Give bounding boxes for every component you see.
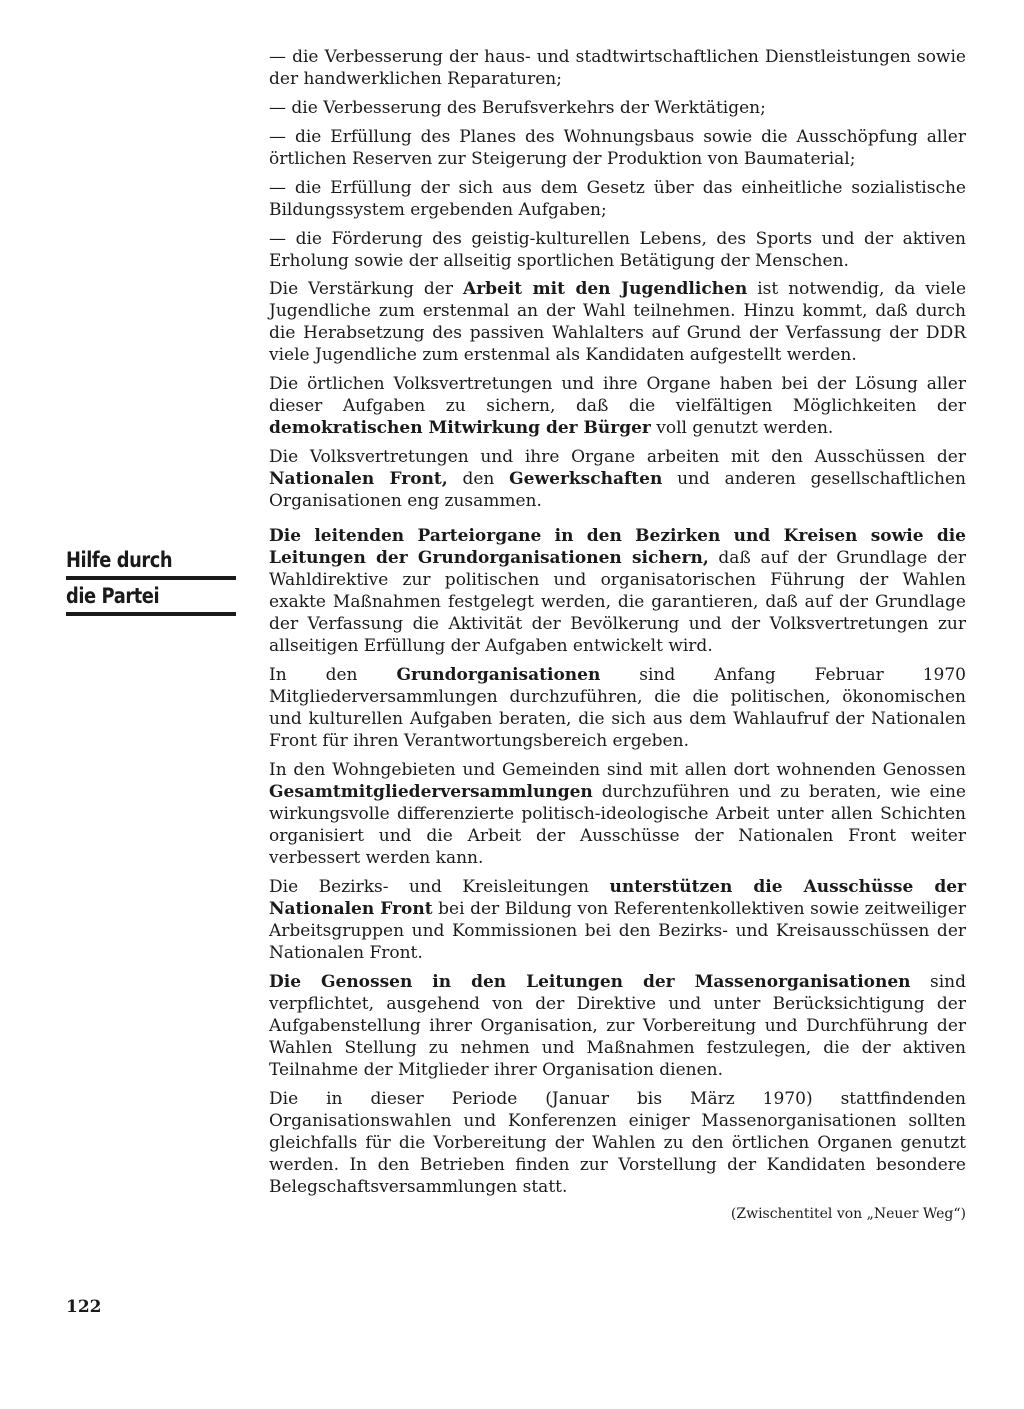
paragraph-party-organs <box>269 525 966 657</box>
text-run: Die Bezirks- und Kreisleitungen <box>269 877 610 897</box>
bullet-item: — die Erfüllung des Planes des Wohnungsbaus sowie die Ausschöpfung aller örtlichen Reserven zur Steigerung der Produktion von Baumaterial; <box>269 127 966 169</box>
text-run: Die Verstärkung der <box>269 279 463 299</box>
paragraph-youth <box>269 278 966 366</box>
sidebar-heading-line-1: Hilfe durch <box>66 548 173 572</box>
bullet-item: — die Förderung des geistig-kulturellen Lebens, des Sports und der aktiven Erholung sowie der allseitig sportlichen Betätigung der Menschen. <box>269 229 966 271</box>
paragraph-district-leadership <box>269 876 966 964</box>
paragraph-organization-elections: Die in dieser Periode (Januar bis März 1970) stattfindenden Organisationswahlen und Konferenzen einiger Massenorganisationen sollten gleichfalls für die Vorbereitung der Wahlen zu den örtlichen Organen genutzt werden. In den Betrieben finden zur Vorstellung der Kandidaten besondere Belegschaftsversammlungen statt. <box>269 1089 966 1197</box>
text-run: sind Anfang Februar 1970 Mitgliederversammlungen durchzuführen, die die politischen, ökonomischen und kulturellen Aufgaben beraten, die sich aus dem Wahlaufruf der Nationalen Front für ihren Verantwortungsbereich ergeben. <box>269 665 966 751</box>
bullet-item: — die Verbesserung des Berufsverkehrs der Werktätigen; <box>269 98 766 118</box>
text-run: bei der Bildung von Referentenkollektiven sowie zeitweiliger Arbeitsgruppen und Kommissionen bei den Bezirks- und Kreisausschüssen der Nationalen Front. <box>269 899 966 963</box>
heading-rule <box>66 612 236 616</box>
paragraph-residential-areas <box>269 759 966 869</box>
paragraph-cooperation <box>269 446 966 512</box>
emphasis: Grundorganisationen <box>396 665 601 685</box>
text-run: und anderen gesellschaftlichen Organisationen eng zusammen. <box>269 469 967 511</box>
bullet-item: — die Verbesserung der haus- und stadtwirtschaftlichen Dienstleistungen sowie der handwerklichen Reparaturen; <box>269 47 966 89</box>
text-run: durchzuführen und zu beraten, wie eine wirkungsvolle differenzierte politisch-ideologische Arbeit unter allen Schichten organisiert und die Arbeit der Ausschüsse der Nationalen Front weiter verbessert werden kann. <box>269 782 966 868</box>
text-run: daß auf der Grundlage der Wahldirektive zur politischen und organisatorischen Führung der Wahlen exakte Maßnahmen festgelegt werden, die garantieren, daß auf der Grundlage der Verfassung die Aktivität der Bevölkerung und der Volksvertretungen zur allseitigen Erfüllung der Aufgaben entwickelt wird. <box>269 548 966 656</box>
main-text-column <box>269 46 966 1223</box>
text-run: den <box>447 469 510 489</box>
text-run: Die Volksvertretungen und ihre Organe arbeiten mit den Ausschüssen der <box>269 447 966 467</box>
emphasis: Gewerkschaften <box>509 469 663 489</box>
text-run: ist notwendig, da viele Jugendliche zum erstenmal an der Wahl teilnehmen. Hinzu kommt, daß durch die Herabsetzung des passiven Wahlalters auf Grund der Verfassung der DDR viele Jugendliche zum erstenmal als Kandidaten aufgestellt werden. <box>269 279 966 365</box>
emphasis: Arbeit mit den Jugendlichen <box>463 279 748 299</box>
sidebar-heading-line-2: die Partei <box>66 584 160 608</box>
emphasis: Gesamtmitgliederversammlungen <box>269 782 593 802</box>
text-run: voll genutzt werden. <box>650 418 834 438</box>
paragraph-basic-organizations <box>269 664 966 752</box>
emphasis: Nationalen Front, <box>269 469 448 489</box>
sidebar-heading <box>66 546 236 618</box>
paragraph-local-bodies <box>269 373 966 439</box>
emphasis: unterstützen die Ausschüsse der Nationalen Front <box>269 877 967 919</box>
emphasis: demokratischen Mitwirkung der Bürger <box>269 418 651 438</box>
heading-rule <box>66 576 236 580</box>
bullet-item: — die Erfüllung der sich aus dem Gesetz über das einheitliche sozialistische Bildungssystem ergebenden Aufgaben; <box>269 178 966 220</box>
text-run: Die örtlichen Volksvertretungen und ihre Organe haben bei der Lösung aller dieser Aufgaben zu sichern, daß die vielfältigen Möglichkeiten der <box>269 374 966 416</box>
page-number: 122 <box>66 1297 102 1317</box>
text-run: sind verpflichtet, ausgehend von der Direktive und unter Berücksichtigung der Aufgabenstellung ihrer Organisation, zur Vorbereitung und Durchführung der Wahlen Stellung zu nehmen und Maßnahmen festzulegen, die der aktiven Teilnahme der Mitglieder ihrer Organisation dienen. <box>269 972 966 1080</box>
emphasis: Die leitenden Parteiorgane in den Bezirken und Kreisen sowie die Leitungen der Grundorganisationen sichern, <box>269 526 966 568</box>
text-run: In den <box>269 665 397 685</box>
emphasis: Die Genossen in den Leitungen der Massenorganisationen <box>269 972 911 992</box>
paragraph-mass-organizations <box>269 971 966 1081</box>
source-caption: (Zwischentitel von „Neuer Weg“) <box>730 1206 966 1222</box>
text-run: In den Wohngebieten und Gemeinden sind mit allen dort wohnenden Genossen <box>269 760 966 780</box>
